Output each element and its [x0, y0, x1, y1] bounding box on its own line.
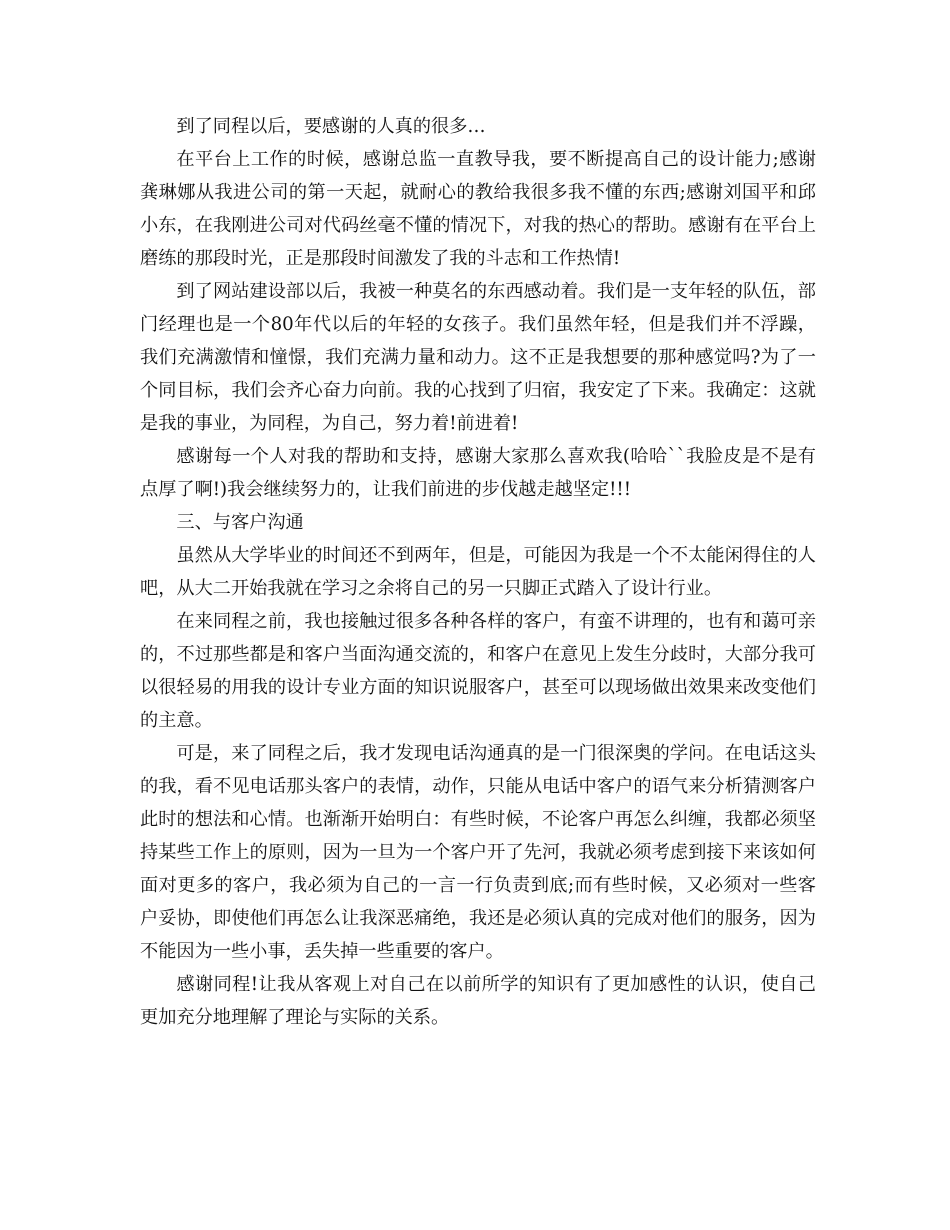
- paragraph-3: 到了网站建设部以后，我被一种莫名的东西感动着。我们是一支年轻的队伍，部门经理也是一个80年代以后的年轻的女孩子。我们虽然年轻，但是我们并不浮躁，我们充满激情和憧憬，我们充满力量和动力。这不正是我想要的那种感觉吗?为了一个同目标，我们会齐心奋力向前。我的心找到了归宿，我安定了下来。我确定：这就是我的事业，为同程，为自己，努力着!前进着!: [140, 281, 816, 434]
- paragraph-6: 在来同程之前，我也接触过很多各种各样的客户，有蛮不讲理的，也有和蔼可亲的，不过那些都是和客户当面沟通交流的，和客户在意见上发生分歧时，大部分我可以很轻易的用我的设计专业方面的知识说服客户，甚至可以现场做出效果来改变他们的主意。: [140, 611, 816, 731]
- paragraph-2: 在平台上工作的时候，感谢总监一直教导我，要不断提高自己的设计能力;感谢龚琳娜从我进公司的第一天起，就耐心的教给我很多我不懂的东西;感谢刘国平和邱小东，在我刚进公司对代码丝毫不懂的情况下，对我的热心的帮助。感谢有在平台上磨练的那段时光，正是那段时间激发了我的斗志和工作热情!: [140, 149, 816, 269]
- paragraph-4: 感谢每一个人对我的帮助和支持，感谢大家那么喜欢我(哈哈``我脸皮是不是有点厚了啊!)我会继续努力的，让我们前进的步伐越走越坚定!!!: [140, 446, 816, 500]
- paragraph-8: 感谢同程!让我从客观上对自己在以前所学的知识有了更加感性的认识，使自己更加充分地理解了理论与实际的关系。: [140, 974, 816, 1028]
- document-body: [140, 110, 816, 1034]
- paragraph-5: 虽然从大学毕业的时间还不到两年，但是，可能因为我是一个不太能闲得住的人吧，从大二开始我就在学习之余将自己的另一只脚正式踏入了设计行业。: [140, 545, 816, 599]
- paragraph-7: 可是，来了同程之后，我才发现电话沟通真的是一门很深奥的学问。在电话这头的我，看不见电话那头客户的表情，动作，只能从电话中客户的语气来分析猜测客户此时的想法和心情。也渐渐开始明白：有些时候，不论客户再怎么纠缠，我都必须坚持某些工作上的原则，因为一旦为一个客户开了先河，我就必须考虑到接下来该如何面对更多的客户，我必须为自己的一言一行负责到底;而有些时候，又必须对一些客户妥协，即使他们再怎么让我深恶痛绝，我还是必须认真的完成对他们的服务，因为不能因为一些小事，丢失掉一些重要的客户。: [140, 743, 816, 962]
- section-heading: 三、与客户沟通: [176, 512, 304, 533]
- paragraph-1: 到了同程以后，要感谢的人真的很多…: [176, 116, 486, 137]
